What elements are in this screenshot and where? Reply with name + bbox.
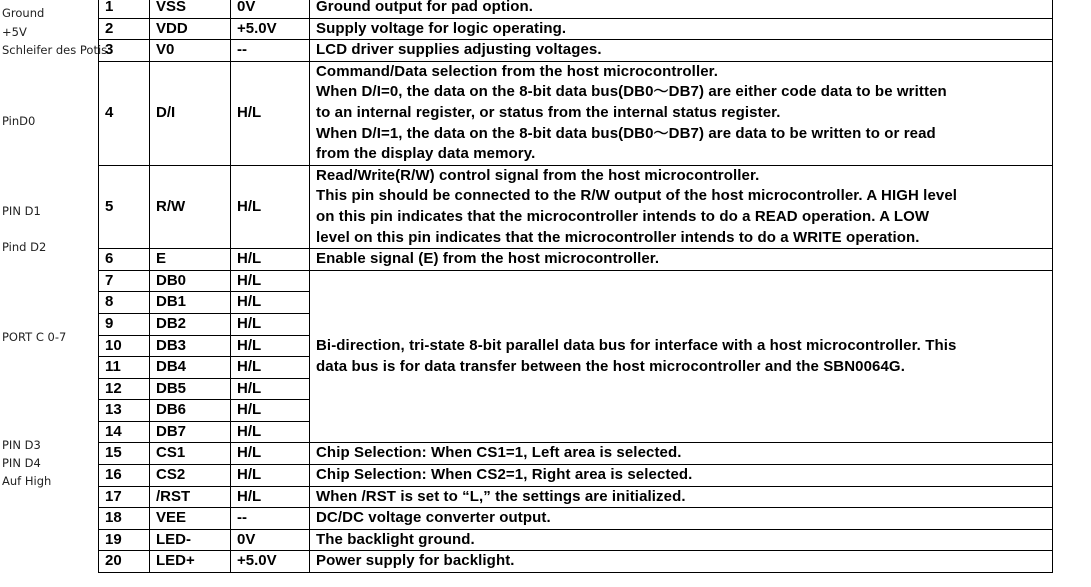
- pin-table: [98, 0, 1053, 573]
- function-line: level on this pin indicates that the microcontroller intends to do a WRITE operation.: [316, 228, 920, 246]
- pin-symbol: CS2: [150, 465, 231, 487]
- pin-level: H/L: [231, 335, 310, 357]
- function-line: on this pin indicates that the microcontroller intends to do a READ operation. A LOW: [316, 207, 930, 225]
- function-line: This pin should be connected to the R/W output of the host microcontroller. A HIGH level: [316, 187, 958, 205]
- pin-number: 17: [99, 486, 150, 508]
- pin-number: 12: [99, 378, 150, 400]
- table-row: [99, 18, 1053, 40]
- margin-note: Schleifer des Potis: [2, 43, 108, 57]
- pin-function: [310, 40, 1053, 62]
- pin-symbol: DB4: [150, 357, 231, 379]
- pin-symbol: D/I: [150, 61, 231, 165]
- pin-function: [310, 508, 1053, 530]
- pin-number: 15: [99, 443, 150, 465]
- pin-number: 1: [99, 0, 150, 18]
- pin-function: [310, 529, 1053, 551]
- margin-note: Ground: [2, 6, 45, 20]
- function-line: from the display data memory.: [316, 145, 536, 163]
- pin-function: [310, 465, 1053, 487]
- table-row: [99, 486, 1053, 508]
- pin-symbol: VDD: [150, 18, 231, 40]
- table-row: [99, 443, 1053, 465]
- margin-note: PinD0: [2, 114, 36, 128]
- margin-note: PIN D4: [2, 456, 41, 470]
- pin-number: 9: [99, 313, 150, 335]
- pin-symbol: DB7: [150, 421, 231, 443]
- pin-function: [310, 165, 1053, 248]
- pin-level: 0V: [231, 529, 310, 551]
- margin-note: PORT C 0-7: [2, 330, 67, 344]
- function-line: Power supply for backlight.: [316, 552, 515, 570]
- pin-function: [310, 551, 1053, 573]
- table-row: [99, 508, 1053, 530]
- function-line: When D/I=1, the data on the 8-bit data bus(DB0〜DB7) are data to be written to or read: [316, 124, 936, 142]
- pin-number: 19: [99, 529, 150, 551]
- pin-level: H/L: [231, 400, 310, 422]
- pin-level: H/L: [231, 61, 310, 165]
- function-line: Read/Write(R/W) control signal from the host microcontroller.: [316, 166, 760, 184]
- margin-note: Auf High: [2, 474, 52, 488]
- pin-level: --: [231, 508, 310, 530]
- table-row: [99, 465, 1053, 487]
- pin-symbol: DB6: [150, 400, 231, 422]
- pin-function: [310, 443, 1053, 465]
- pin-level: H/L: [231, 465, 310, 487]
- pin-number: 11: [99, 357, 150, 379]
- pin-level: H/L: [231, 292, 310, 314]
- function-line: Chip Selection: When CS1=1, Left area is selected.: [316, 444, 682, 462]
- pin-symbol: VEE: [150, 508, 231, 530]
- pin-number: 20: [99, 551, 150, 573]
- pin-function: [310, 61, 1053, 165]
- pin-level: H/L: [231, 249, 310, 271]
- table-row: [99, 270, 1053, 292]
- function-line: When /RST is set to “L,” the settings are initialized.: [316, 487, 686, 505]
- pin-level: 0V: [231, 0, 310, 18]
- margin-note: PIN D3: [2, 438, 41, 452]
- function-line: Chip Selection: When CS2=1, Right area is selected.: [316, 466, 693, 484]
- function-line: The backlight ground.: [316, 530, 475, 548]
- margin-note: PIN D1: [2, 204, 41, 218]
- pin-number: 18: [99, 508, 150, 530]
- pin-function: [310, 486, 1053, 508]
- pin-level: +5.0V: [231, 18, 310, 40]
- pin-level: H/L: [231, 421, 310, 443]
- function-line: Supply voltage for logic operating.: [316, 19, 567, 37]
- function-line: LCD driver supplies adjusting voltages.: [316, 41, 602, 59]
- pin-symbol: VSS: [150, 0, 231, 18]
- pin-number: 5: [99, 165, 150, 248]
- function-line: Command/Data selection from the host microcontroller.: [316, 62, 719, 80]
- pin-number: 6: [99, 249, 150, 271]
- pin-symbol: R/W: [150, 165, 231, 248]
- pin-level: H/L: [231, 378, 310, 400]
- pin-symbol: LED+: [150, 551, 231, 573]
- pin-level: H/L: [231, 443, 310, 465]
- pin-level: H/L: [231, 165, 310, 248]
- table-row: [99, 0, 1053, 18]
- margin-note: Pind D2: [2, 240, 47, 254]
- pin-symbol: LED-: [150, 529, 231, 551]
- margin-notes: [0, 0, 110, 587]
- pin-symbol: /RST: [150, 486, 231, 508]
- pin-number: 3: [99, 40, 150, 62]
- pin-number: 16: [99, 465, 150, 487]
- pin-level: H/L: [231, 270, 310, 292]
- pin-level: H/L: [231, 313, 310, 335]
- function-line: When D/I=0, the data on the 8-bit data bus(DB0〜DB7) are either code data to be written: [316, 83, 947, 101]
- table-row: [99, 529, 1053, 551]
- pin-number: 10: [99, 335, 150, 357]
- table-row: [99, 249, 1053, 271]
- pin-level: H/L: [231, 357, 310, 379]
- function-line: Enable signal (E) from the host microcontroller.: [316, 250, 660, 268]
- table-row: [99, 40, 1053, 62]
- pin-symbol: V0: [150, 40, 231, 62]
- table-row: [99, 61, 1053, 165]
- pin-number: 4: [99, 61, 150, 165]
- function-line: DC/DC voltage converter output.: [316, 509, 551, 527]
- function-line: Ground output for pad option.: [316, 0, 534, 15]
- pin-number: 2: [99, 18, 150, 40]
- pin-level: +5.0V: [231, 551, 310, 573]
- function-line: Bi-direction, tri-state 8-bit parallel data bus for interface with a host microcontroller. This: [316, 337, 957, 354]
- pin-symbol: DB2: [150, 313, 231, 335]
- pin-symbol: DB3: [150, 335, 231, 357]
- pin-function: [310, 18, 1053, 40]
- pin-number: 8: [99, 292, 150, 314]
- pin-symbol: E: [150, 249, 231, 271]
- pin-symbol: CS1: [150, 443, 231, 465]
- pin-level: --: [231, 40, 310, 62]
- table-row: [99, 551, 1053, 573]
- pin-function: [310, 0, 1053, 18]
- pin-table-body: [99, 0, 1053, 573]
- function-line: data bus is for data transfer between the host microcontroller and the SBN0064G.: [316, 357, 905, 375]
- pin-symbol: DB0: [150, 270, 231, 292]
- margin-note: +5V: [2, 25, 27, 39]
- pin-number: 7: [99, 270, 150, 292]
- pin-level: H/L: [231, 486, 310, 508]
- pin-symbol: DB5: [150, 378, 231, 400]
- databus-function: [310, 270, 1053, 443]
- pin-function: [310, 249, 1053, 271]
- pin-number: 14: [99, 421, 150, 443]
- function-line: to an internal register, or status from the internal status register.: [316, 103, 781, 121]
- table-row: [99, 165, 1053, 248]
- pin-symbol: DB1: [150, 292, 231, 314]
- pin-number: 13: [99, 400, 150, 422]
